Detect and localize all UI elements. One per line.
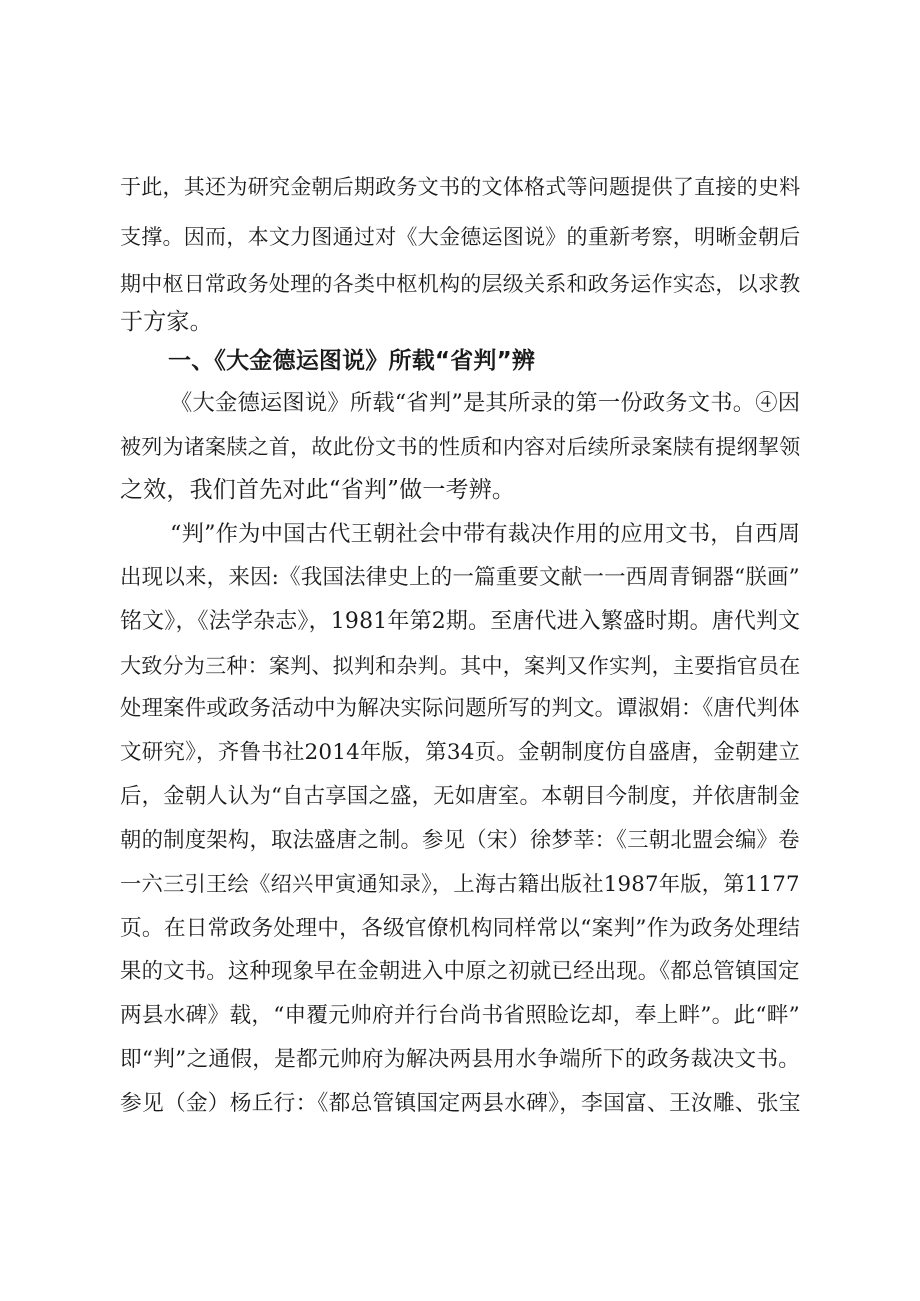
body-text-line: 期中枢日常政务处理的各类中枢机构的层级关系和政务运作实态，以求教 <box>120 271 801 296</box>
body-text-line: 参见（金）杨丘行：《都总管镇国定两县水碑》，李国富、王汝雕、张宝 <box>120 1091 801 1116</box>
body-text-line: 被列为诸案牍之首，故此份文书的性质和内容对后续所录案牍有提纲挈领 <box>120 434 801 459</box>
body-text-line: 页。在日常政务处理中，各级官僚机构同样常以“案判”作为政务处理结 <box>120 916 801 941</box>
body-text-line: 即“判”之通假，是都元帅府为解决两县用水争端所下的政务裁决文书。 <box>120 1047 801 1072</box>
body-text-line: 一六三引王绘《绍兴甲寅通知录》，上海古籍出版社1987年版，第1177 <box>120 872 800 897</box>
body-text-line: 文研究》，齐鲁书社2014年版，第34页。金朝制度仿自盛唐，金朝建立 <box>120 740 801 765</box>
body-text-line: 两县水碑》载，“申覆元帅府并行台尚书省照睑讫却，奉上畔”。此“畔” <box>120 1003 800 1028</box>
body-text-line: 朝的制度架构，取法盛唐之制。参见（宋）徐梦莘：《三朝北盟会编》卷 <box>120 828 800 853</box>
body-text-line: 于方家。 <box>120 309 213 335</box>
body-text-line: 铭文》，《法学杂志》，1981年第2期。至唐代进入繁盛时期。唐代判文 <box>120 609 801 634</box>
section-heading: 一、《大金德运图说》所载“省判”辨 <box>168 348 536 374</box>
body-text-line: 果的文书。这种现象早在金朝进入中原之初就已经出现。《都总管镇国定 <box>120 959 800 984</box>
body-text-line: 《大金德运图说》所载“省判”是其所录的第一份政务文书。④因 <box>170 390 801 416</box>
body-text-line: 大致分为三种：案判、拟判和杂判。其中，案判又作实判，主要指官员在 <box>120 653 801 678</box>
body-text-line: 支撑。因而，本文力图通过对《大金德运图说》的重新考察，明晰金朝后 <box>120 224 801 249</box>
body-text-line: 之效，我们首先对此“省判”做一考辨。 <box>120 477 516 503</box>
body-text-line: 于此，其还为研究金朝后期政务文书的文体格式等问题提供了直接的史料 <box>120 174 801 199</box>
body-text-line: 后，金朝人认为“自古享国之盛，无如唐室。本朝目今制度，并依唐制金 <box>120 784 800 809</box>
body-text-line: “判”作为中国古代王朝社会中带有裁决作用的应用文书，自西周 <box>170 521 801 547</box>
body-text-line: 出现以来，来因:《我国法律史上的一篇重要文献一一西周青铜器“朕画” <box>120 565 800 590</box>
body-text-line: 处理案件或政务活动中为解决实际问题所写的判文。谭淑娟：《唐代判体 <box>120 696 800 721</box>
